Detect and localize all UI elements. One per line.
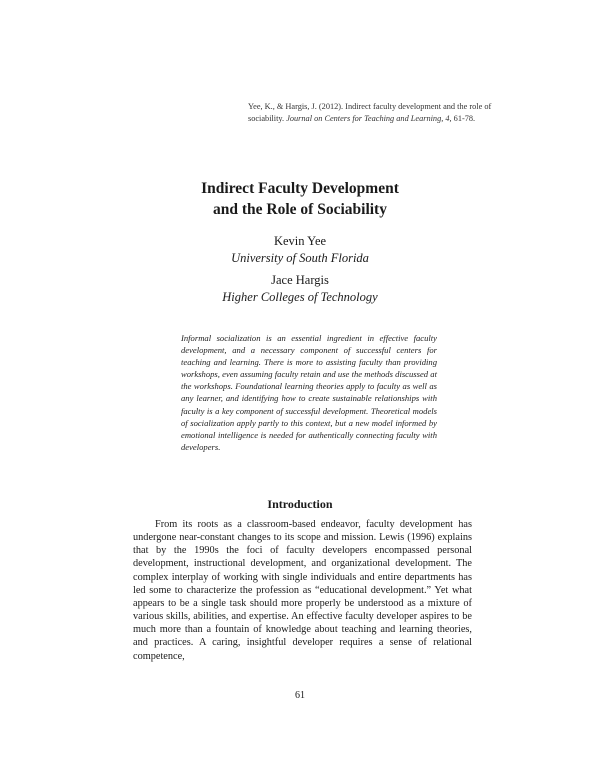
author-name: Jace Hargis [271,273,329,287]
page-number: 61 [295,690,305,701]
section-heading: Introduction [267,497,333,511]
body-text [133,518,472,663]
abstract: Informal socialization is an essential ingredient in effective faculty development, and a necessary component of successful centers for teaching and learning. There is more to assisting faculty than providing workshops, even assuming faculty retain and use the methods discussed at the workshops. Foundational learning theories apply to faculty as well as any learner, and identifying how to create sustainable relationships with faculty is a key component of successful development. Theoretical models of socialization apply partly to this context, but a new model informed by emotional intelligence is needed for authentically connecting faculty with developers. [181,333,437,452]
author-affiliation: Higher Colleges of Technology [222,290,378,304]
citation [248,101,498,125]
paper-title [0,178,600,220]
citation-pages: 61-78. [453,114,476,123]
citation-text: Yee, K., & Hargis, J. (2012). Indirect faculty development and the role of sociability. [248,102,492,123]
author-2 [0,272,600,306]
title-line-1: Indirect Faculty Development [201,180,399,197]
title-line-2: and the Role of Sociability [213,201,387,218]
author-affiliation: University of South Florida [231,251,369,265]
author-1 [0,233,600,267]
citation-journal: Journal on Centers for Teaching and Learning, 4, [286,114,452,123]
author-name: Kevin Yee [273,234,327,248]
paragraph: From its roots as a classroom-based endeavor, faculty development has undergone near-constant changes to its scope and mission. Lewis (1996) explains that by the 1990s the foci of faculty developers encompassed personal development, instructional development, and organizational development. The complex interplay of working with single individuals and entire departments has led some to characterize the profession as “educational development.” Yet what appears to be a single task should more properly be understood as a mixture of various skills, abilities, and expertise. An effective faculty developer aspires to be much more than a fountain of knowledge about teaching and learning theories, and practices. A caring, insightful developer requires a sense of relational competence, [133,519,472,662]
